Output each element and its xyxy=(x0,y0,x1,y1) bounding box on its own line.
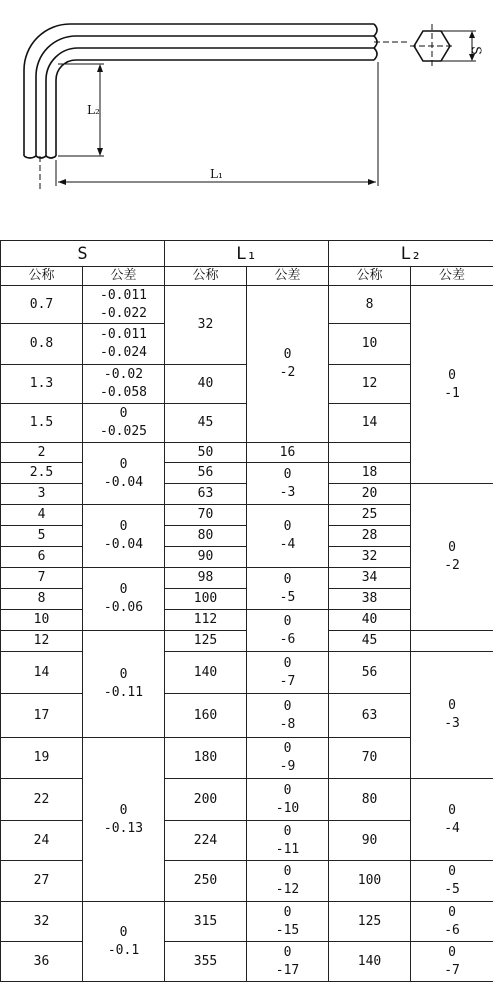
cell-s-tolerance: 0 -0.04 xyxy=(83,443,165,505)
dimension-label-s: S xyxy=(468,46,483,55)
cell-l2-tolerance: 0 -7 xyxy=(411,942,493,982)
dimension-label-l2: L₂ xyxy=(87,103,100,117)
header-s: S xyxy=(1,241,165,267)
cell-l2-tolerance: 0 -2 xyxy=(411,484,493,631)
table-row xyxy=(1,861,493,902)
cell-s-tolerance: 0 -0.1 xyxy=(83,902,165,982)
header-row-sub xyxy=(1,267,493,286)
header-l1: L₁ xyxy=(165,241,329,267)
header-row-groups xyxy=(1,241,493,267)
cell-l1-tolerance: 0 -12 xyxy=(247,861,329,902)
cell-s-nominal: 17 xyxy=(1,694,83,738)
cell-s-nominal: 2 xyxy=(1,443,83,463)
cell-l1-tolerance: 0 -2 xyxy=(247,286,329,443)
cell-l1-nominal: 32 xyxy=(165,286,247,365)
bar-outer-outline xyxy=(24,24,374,156)
cell-l2-nominal: 125 xyxy=(329,902,411,942)
cell-l1-tolerance: 0 -17 xyxy=(247,942,329,982)
cell-s-nominal: 4 xyxy=(1,505,83,526)
table-row xyxy=(1,902,493,942)
subheader-tolerance: 公差 xyxy=(247,267,329,286)
table-row xyxy=(1,652,493,694)
subheader-nominal: 公称 xyxy=(165,267,247,286)
cell-l1-tolerance: 0 -8 xyxy=(247,694,329,738)
cell-l2-nominal: 90 xyxy=(329,821,411,861)
cell-s-nominal: 1.3 xyxy=(1,365,83,404)
cell-s-nominal: 32 xyxy=(1,902,83,942)
header-l2: L₂ xyxy=(329,241,493,267)
cell-l1-tolerance: 0 -6 xyxy=(247,610,329,652)
cell-s-nominal: 0.7 xyxy=(1,286,83,324)
cell-s-nominal: 10 xyxy=(1,610,83,631)
cell-l1-nominal: 160 xyxy=(165,694,247,738)
dimension-label-l1: L₁ xyxy=(210,167,223,181)
cell-l2-nominal: 140 xyxy=(329,942,411,982)
cell-s-nominal: 14 xyxy=(1,652,83,694)
cell-s-nominal: 12 xyxy=(1,631,83,652)
cell-l1-nominal: 250 xyxy=(165,861,247,902)
cell-s-nominal: 24 xyxy=(1,821,83,861)
cell-l2-nominal: 12 xyxy=(329,365,411,404)
cell-l2-nominal: 63 xyxy=(329,694,411,738)
cell-l2-nominal: 14 xyxy=(329,404,411,443)
cell-l1-tolerance: 0 -9 xyxy=(247,738,329,779)
cell-s-tolerance: -0.02 -0.058 xyxy=(83,365,165,404)
cell-s-nominal: 19 xyxy=(1,738,83,779)
cell-l1-tolerance: 0 -15 xyxy=(247,902,329,942)
cell-l1-nominal: 140 xyxy=(165,652,247,694)
cell-l1-nominal: 70 xyxy=(165,505,247,526)
cell-l2-nominal: 10 xyxy=(329,324,411,365)
cell-l1-tolerance: 0 -5 xyxy=(247,568,329,610)
cell-l1-nominal: 45 xyxy=(165,404,247,443)
cell-l1-nominal: 180 xyxy=(165,738,247,779)
cell-l2-nominal: 16 xyxy=(247,443,329,463)
cell-s-nominal: 6 xyxy=(1,547,83,568)
cell-l1-tolerance: 0 -3 xyxy=(247,463,329,505)
cell-s-nominal: 22 xyxy=(1,779,83,821)
cell-l2-nominal: 40 xyxy=(329,610,411,631)
cell-s-nominal: 8 xyxy=(1,589,83,610)
cell-s-tolerance: 0 -0.11 xyxy=(83,631,165,738)
cell-l2-tolerance: 0 -1 xyxy=(411,286,493,484)
subheader-nominal: 公称 xyxy=(329,267,411,286)
table-row xyxy=(1,779,493,821)
cell-s-nominal: 3 xyxy=(1,484,83,505)
cell-l1-nominal: 224 xyxy=(165,821,247,861)
table-row xyxy=(1,942,493,982)
subheader-nominal: 公称 xyxy=(1,267,83,286)
cell-l1-nominal: 200 xyxy=(165,779,247,821)
bar-mid-line-1 xyxy=(36,36,374,156)
cell-l1-nominal: 100 xyxy=(165,589,247,610)
cell-l2-tolerance: 0 -5 xyxy=(411,861,493,902)
cell-l2-nominal: 100 xyxy=(329,861,411,902)
cell-l1-nominal: 125 xyxy=(165,631,247,652)
cell-s-tolerance: -0.011 -0.022 xyxy=(83,286,165,324)
subheader-tolerance: 公差 xyxy=(83,267,165,286)
dimension-table xyxy=(0,240,493,982)
cell-s-tolerance: 0 -0.025 xyxy=(83,404,165,443)
cell-l1-nominal: 98 xyxy=(165,568,247,589)
cell-l2-nominal: 80 xyxy=(329,779,411,821)
cell-l1-tolerance: 0 -7 xyxy=(247,652,329,694)
cell-l1-nominal: 90 xyxy=(165,547,247,568)
cell-s-nominal: 1.5 xyxy=(1,404,83,443)
cell-s-nominal: 27 xyxy=(1,861,83,902)
cell-l2-nominal: 18 xyxy=(329,463,411,484)
cell-l1-tolerance: 0 -10 xyxy=(247,779,329,821)
cell-l2-tolerance: 0 -6 xyxy=(411,902,493,942)
subheader-tolerance: 公差 xyxy=(411,267,493,286)
cell-l2-nominal: 38 xyxy=(329,589,411,610)
table-row xyxy=(1,286,493,324)
cell-l1-nominal: 50 xyxy=(165,443,247,463)
cell-s-nominal: 7 xyxy=(1,568,83,589)
cell-l1-nominal: 315 xyxy=(165,902,247,942)
cell-l1-nominal: 355 xyxy=(165,942,247,982)
cell-l2-tolerance: 0 -3 xyxy=(411,652,493,779)
cell-l1-nominal: 112 xyxy=(165,610,247,631)
cell-l2-nominal: 8 xyxy=(329,286,411,324)
cell-l2-nominal: 28 xyxy=(329,526,411,547)
cell-l1-nominal: 63 xyxy=(165,484,247,505)
cell-l1-nominal: 40 xyxy=(165,365,247,404)
cell-l2-nominal: 32 xyxy=(329,547,411,568)
cell-l2-nominal: 20 xyxy=(329,484,411,505)
cell-l2-nominal: 70 xyxy=(329,738,411,779)
bar-inner-outline xyxy=(56,60,374,156)
cell-l2-nominal: 34 xyxy=(329,568,411,589)
cell-s-nominal: 2.5 xyxy=(1,463,83,484)
cell-l2-tolerance: 0 -4 xyxy=(411,779,493,861)
cell-l2-nominal: 45 xyxy=(329,631,411,652)
cell-s-tolerance: 0 -0.13 xyxy=(83,738,165,902)
cell-l2-nominal: 25 xyxy=(329,505,411,526)
cell-s-nominal: 5 xyxy=(1,526,83,547)
cell-s-tolerance: -0.011 -0.024 xyxy=(83,324,165,365)
cell-l2-nominal: 56 xyxy=(329,652,411,694)
cell-l1-tolerance: 0 -11 xyxy=(247,821,329,861)
cell-s-nominal: 0.8 xyxy=(1,324,83,365)
cell-s-nominal: 36 xyxy=(1,942,83,982)
cell-l1-tolerance: 0 -4 xyxy=(247,505,329,568)
cell-l1-nominal: 56 xyxy=(165,463,247,484)
cell-l1-nominal: 80 xyxy=(165,526,247,547)
hex-key-drawing xyxy=(0,0,493,240)
cell-s-tolerance: 0 -0.04 xyxy=(83,505,165,568)
cell-s-tolerance: 0 -0.06 xyxy=(83,568,165,631)
